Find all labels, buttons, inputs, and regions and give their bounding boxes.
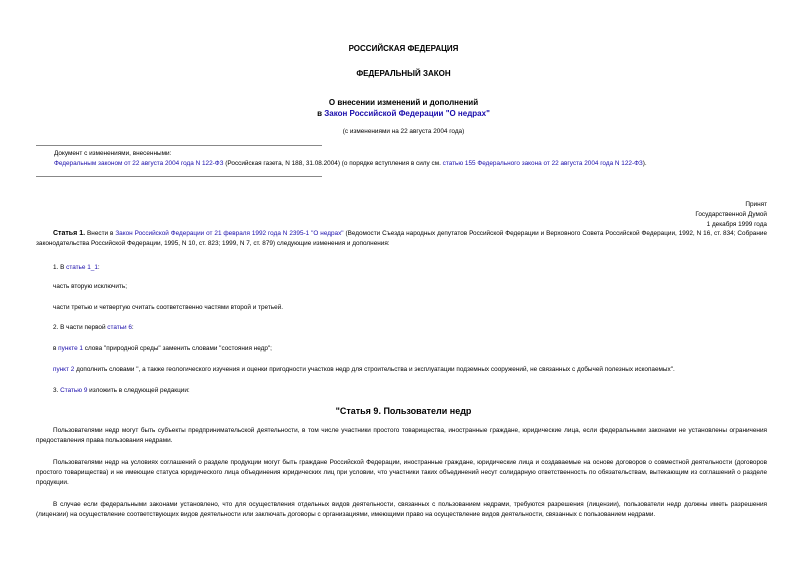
item3 <box>53 386 784 396</box>
item2-b-link[interactable]: пункт 2 <box>53 366 75 373</box>
adopted-line3: 1 декабря 1999 года <box>706 221 767 228</box>
item3-link[interactable]: Статью 9 <box>60 387 88 394</box>
adopted-line1: Принят <box>745 201 767 208</box>
item1-a: часть вторую исключить; <box>53 283 127 290</box>
law-title-line2 <box>0 109 807 118</box>
article1-law-link[interactable]: Закон Российской Федерации от 21 февраля 1992 года N 2395-1 "О недрах" <box>115 230 344 237</box>
item2-b <box>53 365 768 375</box>
item3-suffix: изложить в следующей редакции: <box>87 387 190 394</box>
item2-b-suffix: дополнить словами ", а также геологического изучения и оценки пригодности участков недр для строительства и эксплуатации подземных сооружений, не связанных с добычей полезных ископаемых". <box>74 366 675 373</box>
changes-text2: ). <box>642 160 647 167</box>
changes-top-rule <box>36 145 322 146</box>
adopted-block <box>695 200 767 230</box>
adopted-line2: Государственной Думой <box>695 211 767 218</box>
item2-a-suffix: слова "природной среды" заменить словами "состояния недр"; <box>82 345 272 352</box>
item2-suffix: : <box>131 324 134 331</box>
article9-title: "Статья 9. Пользователи недр <box>335 406 472 416</box>
article9-para2: Пользователями недр на условиях соглашений о разделе продукции могут быть граждане Российской Федерации, иностранные граждане, юридические лица и создаваемые на основе договоров о совместной деятельности (договоров простого товарищества) и не имеющие статуса юридического лица объединения юридических лиц при условии, что участники таких объединений несут солидарную ответственность по обязательствам, вытекающим из соглашений о разделе продукции. <box>36 459 767 486</box>
item2-link[interactable]: статьи 6 <box>107 324 132 331</box>
law-title-prefix: в <box>317 109 325 118</box>
country-heading: РОССИЙСКАЯ ФЕДЕРАЦИЯ <box>348 44 459 53</box>
changes-link-article155[interactable]: статью 155 Федерального закона от 22 августа 2004 года N 122-ФЗ <box>442 160 643 167</box>
article1-text-b: (Ведомости Съезда народных депутатов Российской Федерации и Верховного Совета Российской Федерации, 1992, N 16, ст. 834; Собрание законодательства Российской Федерации, 1995, N 10, ст. 823; 1999, N 7, ст. 879) следующие изменения и дополнения: <box>36 230 767 247</box>
item2-a-prefix: в <box>53 345 59 352</box>
law-type-heading: ФЕДЕРАЛЬНЫЙ ЗАКОН <box>356 69 451 78</box>
revision-note: (с изменениями на 22 августа 2004 года) <box>342 128 465 135</box>
changes-bottom-rule <box>36 176 322 177</box>
article1-text-a: Внести в <box>85 230 116 237</box>
law-title-line1: О внесении изменений и дополнений <box>328 98 479 107</box>
item1 <box>53 263 784 273</box>
article1-label: Статья 1. <box>53 230 86 237</box>
law-title-link[interactable]: Закон Российской Федерации "О недрах" <box>324 109 490 118</box>
item1-b: части третью и четвертую считать соответственно частями второй и третьей. <box>53 304 284 311</box>
article1-paragraph <box>36 229 767 249</box>
article9-para1: Пользователями недр могут быть субъекты предпринимательской деятельности, в том числе участники простого товарищества, иностранные граждане, юридические лица, если федеральными законами не установлены ограничения предоставления права пользования недрами. <box>36 427 767 444</box>
item1-prefix: 1. В <box>53 264 67 271</box>
item3-prefix: 3. <box>53 387 61 394</box>
item2-prefix: 2. В части первой <box>53 324 108 331</box>
item1-link[interactable]: статье 1_1 <box>66 264 98 271</box>
item1-suffix: : <box>97 264 100 271</box>
article9-para3: В случае если федеральными законами установлено, что для осуществления отдельных видов деятельности, связанных с пользованием недрами, требуются разрешения (лицензии), пользователи недр должны иметь разрешения (лицензии) на осуществление соответствующих видов деятельности или заключать договоры с организациями, имеющими право на осуществление видов деятельности, связанных с пользованием недрами. <box>36 501 767 518</box>
item2-a-link[interactable]: пункте 1 <box>58 345 83 352</box>
changes-label: Документ с изменениями, внесенными: <box>54 150 172 157</box>
item2 <box>53 323 784 333</box>
changes-line <box>54 160 647 167</box>
changes-text1: (Российская газета, N 188, 31.08.2004) (о порядке вступления в силу см. <box>223 160 443 167</box>
item2-a <box>53 344 784 354</box>
changes-link-122fz[interactable]: Федеральным законом от 22 августа 2004 года N 122-ФЗ <box>54 160 224 167</box>
